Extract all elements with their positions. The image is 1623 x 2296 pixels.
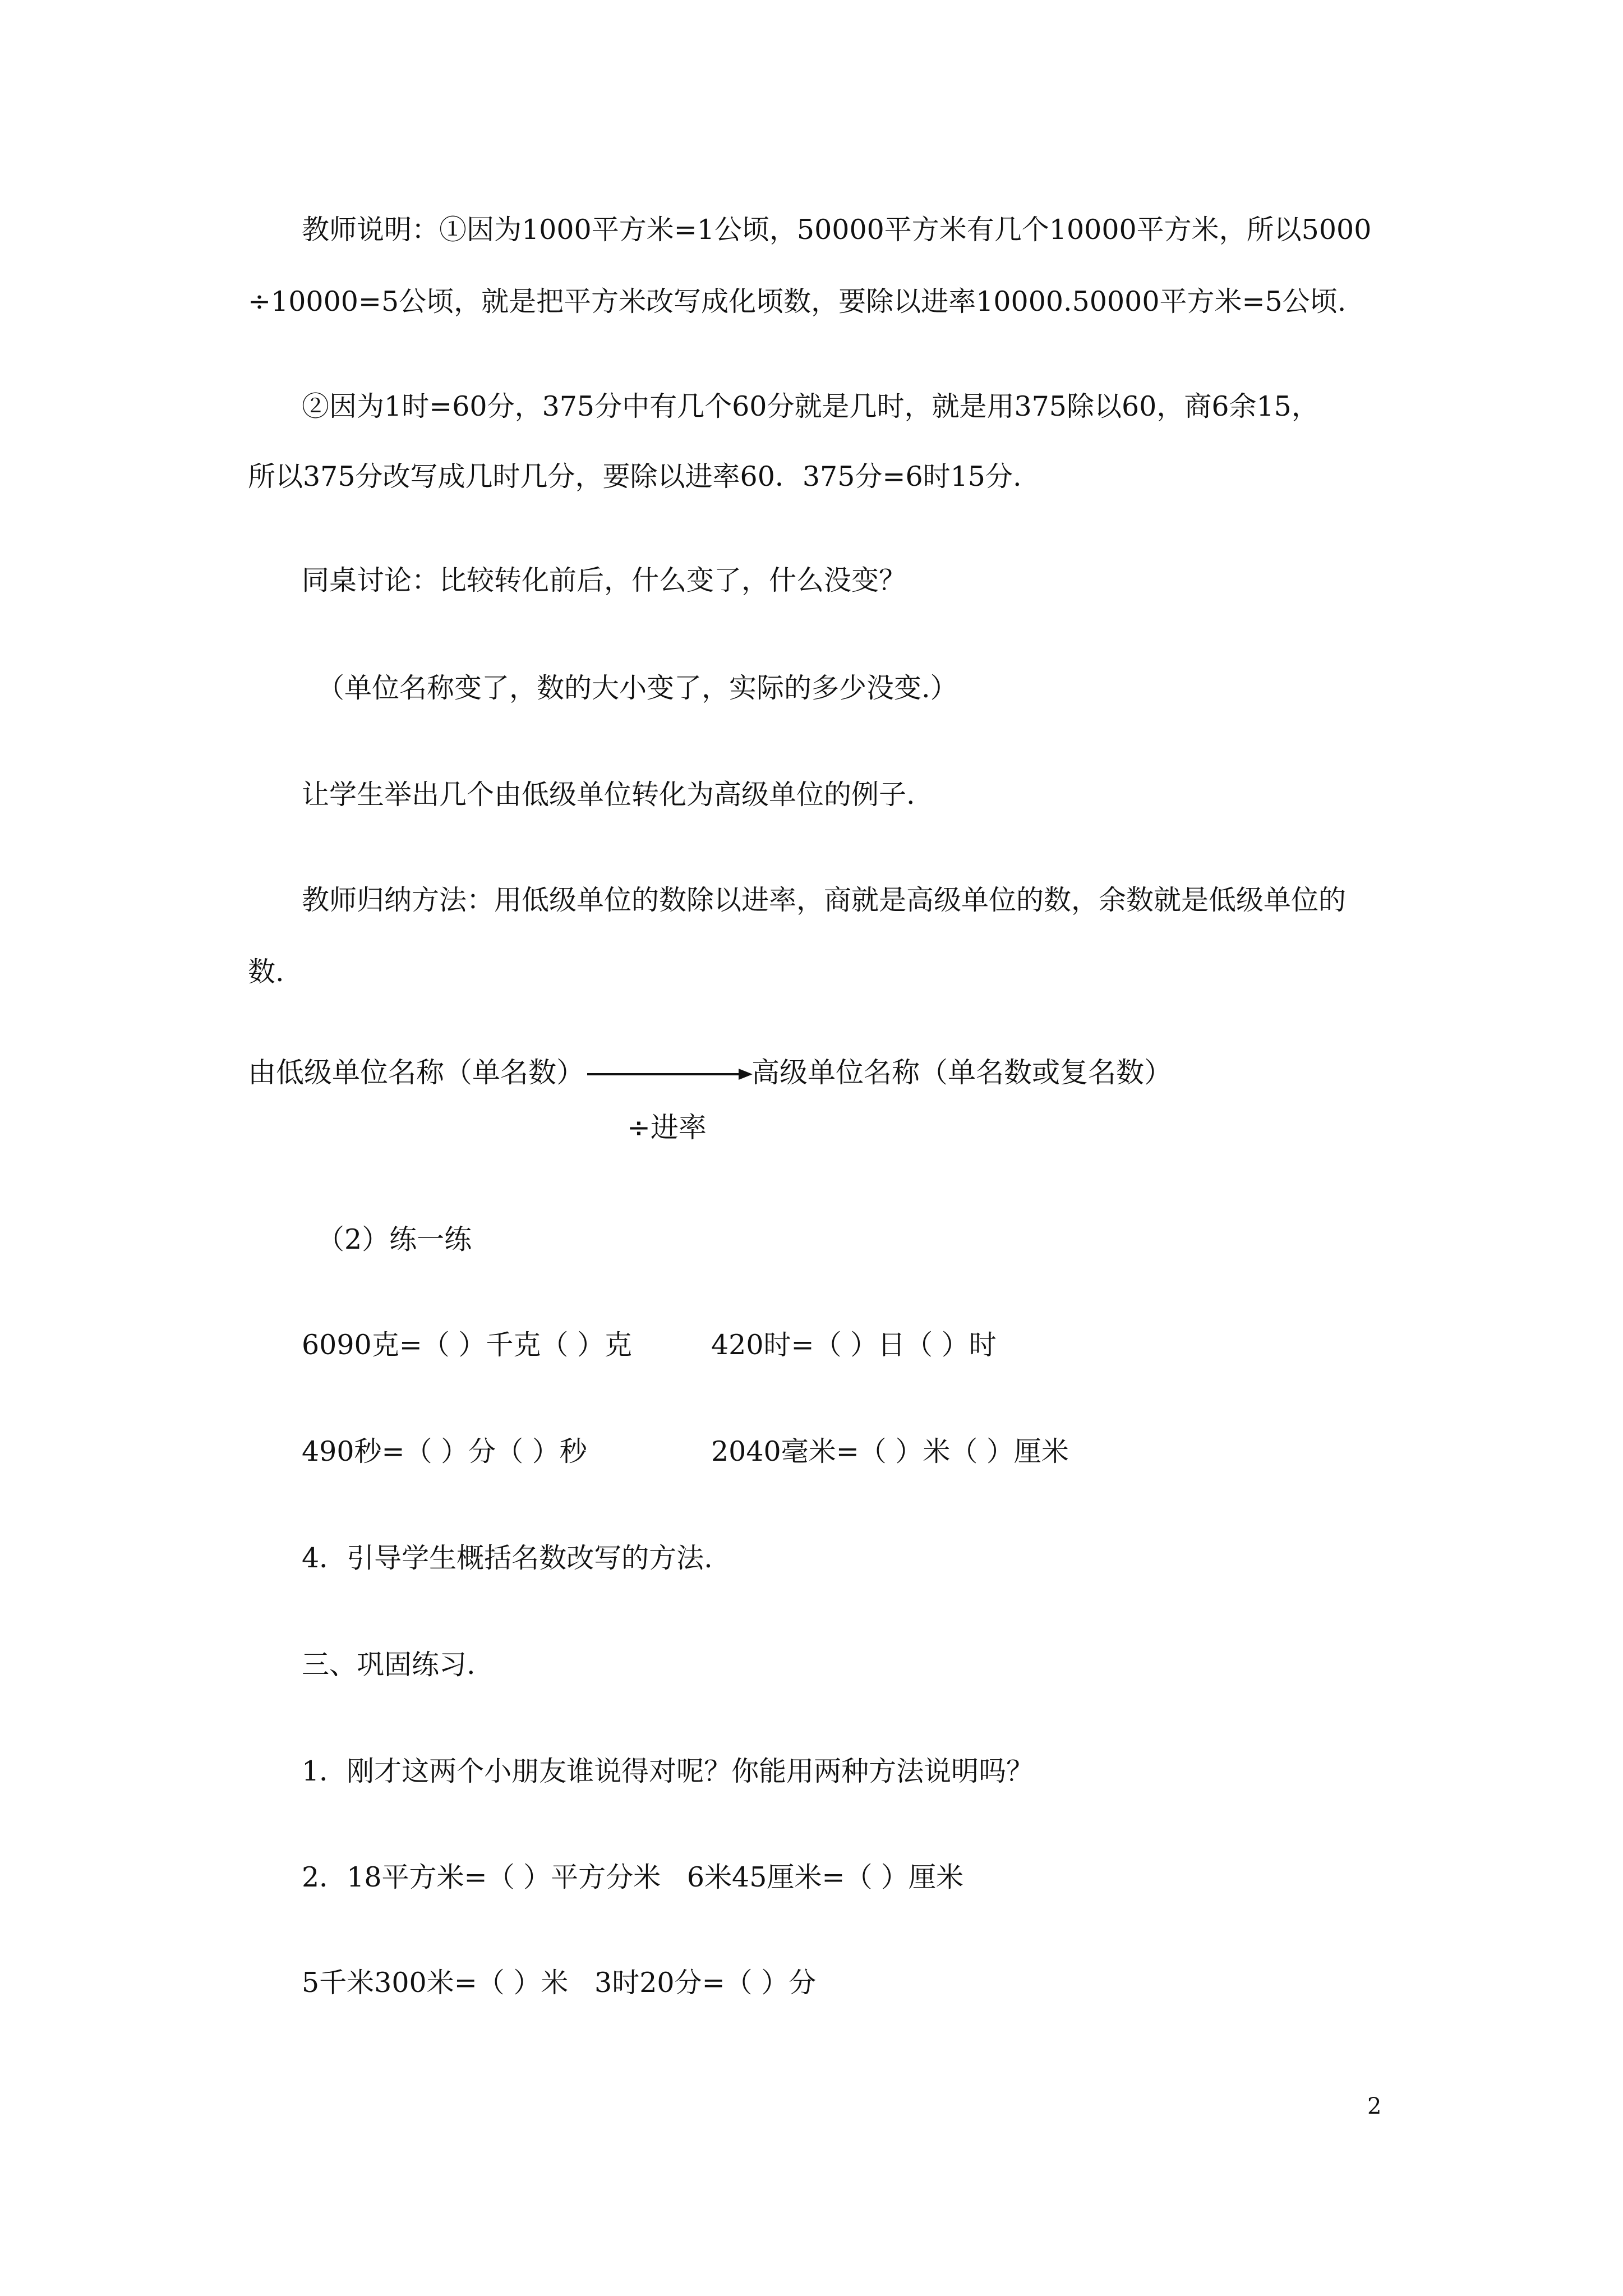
paragraph-summarize-method: 4．引导学生概括名数改写的方法. xyxy=(302,1542,713,1574)
paragraph-teacher-explanation-line1: 教师说明：①因为1000平方米=1公顷，50000平方米有几个10000平方米，所以5000 xyxy=(302,214,1372,246)
paragraph-student-examples: 让学生举出几个由低级单位转化为高级单位的例子. xyxy=(302,779,915,811)
diagram-arrow-icon xyxy=(587,1066,753,1083)
diagram-from-label: 由低级单位名称（单名数） xyxy=(248,1056,584,1089)
paragraph-hours-explanation-line2: 所以375分改写成几时几分，要除以进率60．375分=6时15分. xyxy=(248,461,1022,493)
page-number: 2 xyxy=(1367,2093,1382,2119)
diagram-to-label: 高级单位名称（单名数或复名数） xyxy=(751,1056,1172,1089)
paragraph-teacher-method-line1: 教师归纳方法：用低级单位的数除以进率，商就是高级单位的数，余数就是低级单位的 xyxy=(302,884,1347,916)
paragraph-teacher-method-line2: 数. xyxy=(248,956,284,988)
section-practice-heading: （2）练一练 xyxy=(317,1223,472,1255)
section-consolidation-heading: 三、巩固练习. xyxy=(302,1649,476,1681)
paragraph-hours-explanation-line1: ②因为1时=60分，375分中有几个60分就是几时，就是用375除以60，商6余15， xyxy=(302,390,1319,422)
exercise-3: 5千米300米=（ ）米 3时20分=（ ）分 xyxy=(302,1967,817,1999)
exercise-1: 1．刚才这两个小朋友谁说得对呢？你能用两种方法说明吗？ xyxy=(302,1755,1034,1787)
paragraph-desk-discussion: 同桌讨论：比较转化前后，什么变了，什么没变？ xyxy=(302,564,907,596)
exercise-2: 2．18平方米=（ ）平方分米 6米45厘米=（ ）厘米 xyxy=(302,1861,964,1893)
conversion-diagram xyxy=(248,1055,1257,1167)
diagram-operation-label: ÷进率 xyxy=(627,1111,707,1144)
paragraph-teacher-explanation-line2: ÷10000=5公顷，就是把平方米改写成化顷数，要除以进率10000.50000平方米=5公顷. xyxy=(248,286,1347,318)
exercise-millimeters: 2040毫米=（ ）米（ ）厘米 xyxy=(711,1435,1069,1467)
exercise-hours: 420时=（ ）日（ ）时 xyxy=(711,1329,997,1361)
exercise-grams: 6090克=（ ）千克（ ）克 xyxy=(302,1329,632,1361)
exercise-seconds: 490秒=（ ）分（ ）秒 xyxy=(302,1435,587,1467)
paragraph-discussion-answer: （单位名称变了，数的大小变了，实际的多少没变.） xyxy=(317,672,958,704)
